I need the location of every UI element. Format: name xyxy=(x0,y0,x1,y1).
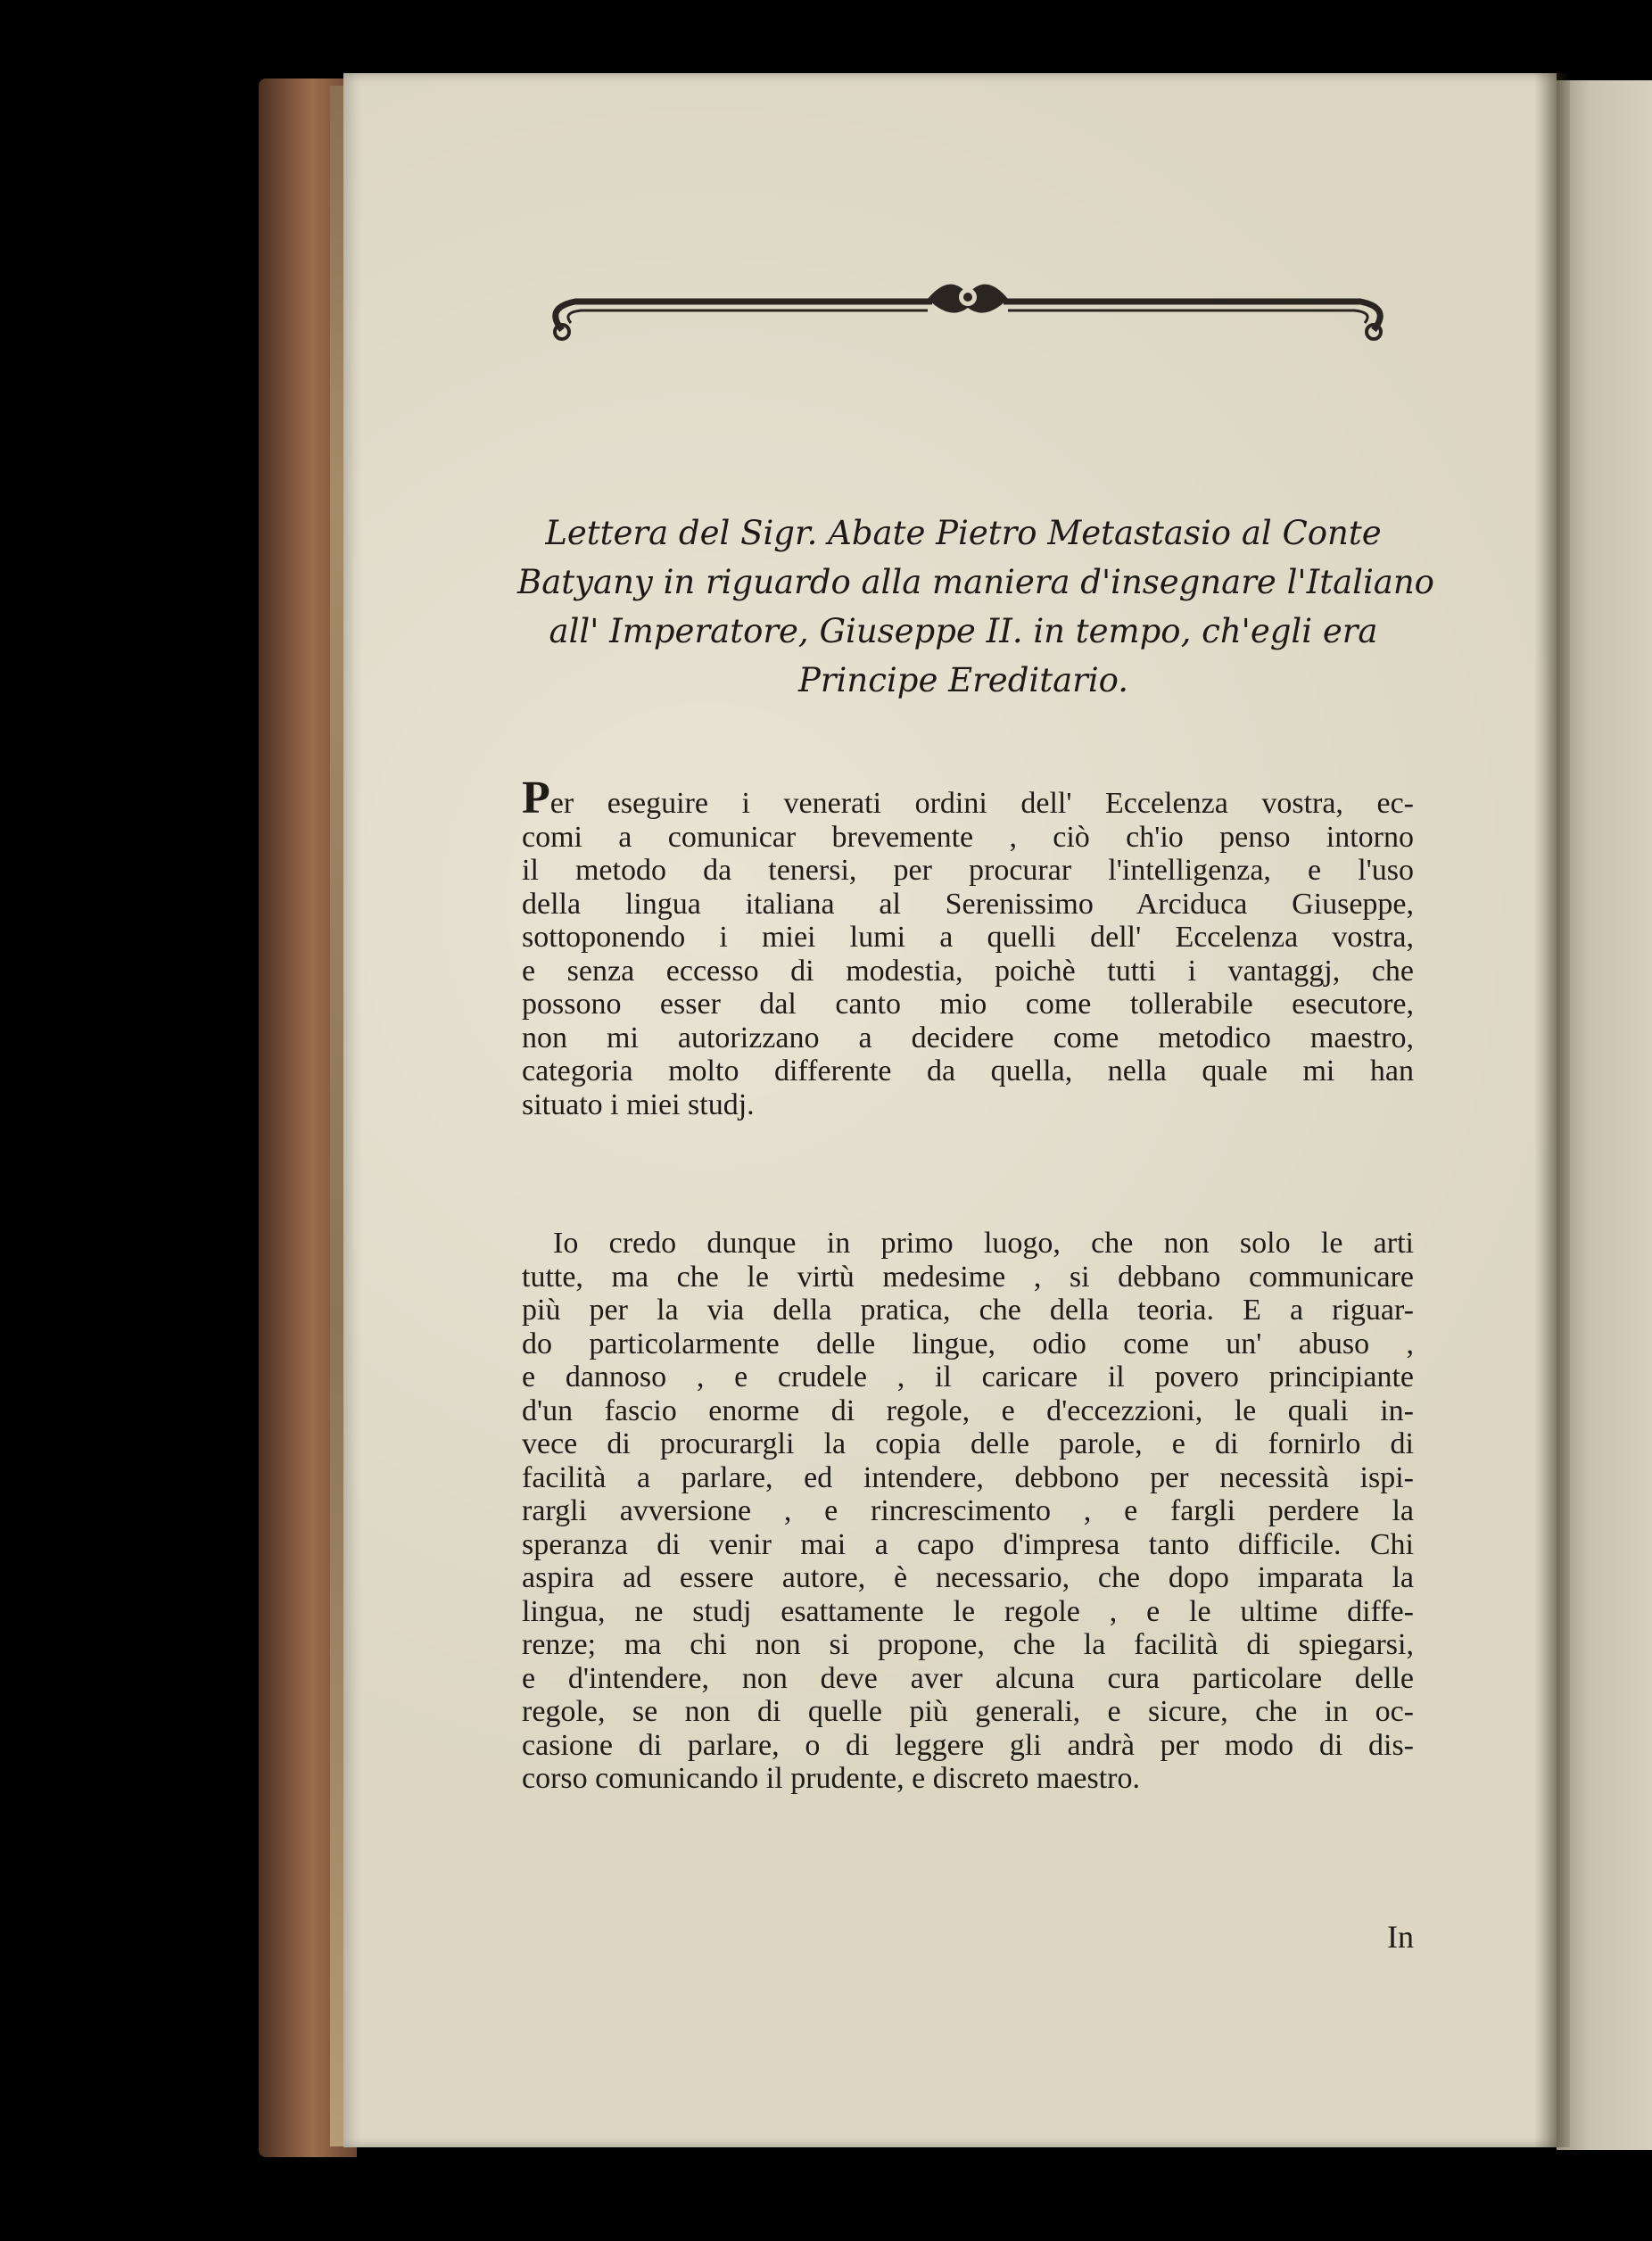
text-line xyxy=(522,773,1414,823)
text-line: e dannoso , e crudele , il caricare il povero principiante xyxy=(522,1360,1414,1393)
text-line: corso comunicando il prudente, e discreto maestro. xyxy=(522,1762,1140,1795)
decorative-headpiece-ornament xyxy=(535,268,1400,357)
text-line: d'un fascio enorme di regole, e d'eccezzioni, le quali in- xyxy=(522,1393,1414,1427)
text-line: casione di parlare, o di leggere gli andrà per modo di dis- xyxy=(522,1728,1414,1762)
letter-title xyxy=(517,509,1434,705)
gutter-shadow xyxy=(1534,73,1570,2147)
text-line: tutte, ma che le virtù medesime , si debbano communicare xyxy=(522,1260,1414,1294)
paragraph-2 xyxy=(522,1227,1414,1796)
text-line: possono esser dal canto mio come tollerabile esecutore, xyxy=(522,988,1414,1021)
text-line: Io credo dunque in primo luogo, che non solo le arti xyxy=(553,1227,1414,1260)
text-line: aspira ad essere autore, è necessario, che dopo imparata la xyxy=(522,1561,1414,1594)
text-line: categoria molto differente da quella, nella quale mi han xyxy=(522,1054,1414,1087)
text-line: lingua, ne studj esattamente le regole , e le ultime diffe- xyxy=(522,1594,1414,1628)
title-line: all' Imperatore, Giuseppe II. in tempo, ch'egli era xyxy=(549,612,1378,650)
text-line-rest: er eseguire i venerati ordini dell' Eccelenza vostra, ec- xyxy=(549,787,1414,820)
text-line: situato i miei studj. xyxy=(522,1087,755,1121)
text-line: sottoponendo i miei lumi a quelli dell' Eccelenza vostra, xyxy=(522,921,1414,954)
text-line: rargli avversione , e rincrescimento , e fargli perdere la xyxy=(522,1494,1414,1527)
text-line: più per la via della pratica, che della teoria. E a riguar- xyxy=(522,1294,1414,1327)
text-line: il metodo da tenersi, per procurar l'intelligenza, e l'uso xyxy=(522,854,1414,887)
text-line: regole, se non di quelle più generali, e sicure, che in oc- xyxy=(522,1695,1414,1728)
catchword: In xyxy=(1387,1919,1414,1955)
facing-page-edge xyxy=(1557,80,1652,2150)
text-line: renze; ma chi non si propone, che la facilità di spiegarsi, xyxy=(522,1628,1414,1661)
title-line: Lettera del Sigr. Abate Pietro Metastasio al Conte xyxy=(545,514,1382,552)
text-line: comi a comunicar brevemente , ciò ch'io penso intorno xyxy=(522,820,1414,854)
drop-cap: P xyxy=(522,773,550,823)
text-line: speranza di venir mai a capo d'impresa tanto difficile. Chi xyxy=(522,1527,1414,1561)
text-line: facilità a parlare, ed intendere, debbono per necessità ispi- xyxy=(522,1460,1414,1494)
text-line: della lingua italiana al Serenissimo Arciduca Giuseppe, xyxy=(522,887,1414,921)
paragraph-1 xyxy=(522,773,1414,1121)
text-line: do particolarmente delle lingue, odio come un' abuso , xyxy=(522,1327,1414,1360)
title-line: Principe Ereditario. xyxy=(797,661,1129,699)
title-line: Batyany in riguardo alla maniera d'insegnare l'Italiano xyxy=(517,563,1434,601)
text-line: e d'intendere, non deve aver alcuna cura particolare delle xyxy=(522,1661,1414,1695)
text-line: non mi autorizzano a decidere come metodico maestro, xyxy=(522,1021,1414,1054)
text-line: vece di procurargli la copia delle parole, e di fornirlo di xyxy=(522,1427,1414,1460)
text-line: e senza eccesso di modestia, poichè tutti i vantaggj, che xyxy=(522,954,1414,988)
